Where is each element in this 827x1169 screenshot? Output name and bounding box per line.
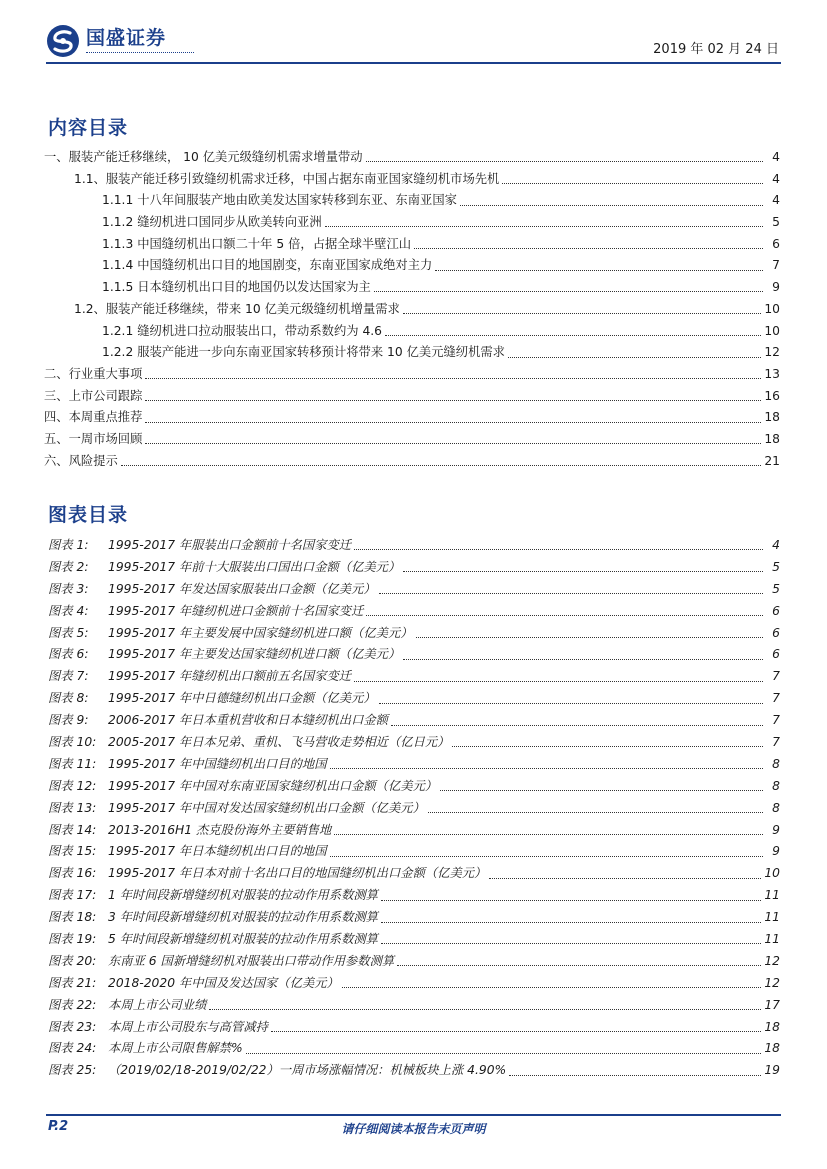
figure-entry-page: 19 bbox=[764, 1063, 780, 1078]
toc-entry[interactable] bbox=[44, 169, 780, 191]
figure-entry-page: 9 bbox=[772, 844, 780, 859]
figure-title: 2013-2016H1 杰克股份海外主要销售地 bbox=[108, 822, 332, 837]
figure-entry[interactable] bbox=[44, 776, 780, 798]
dot-leader bbox=[381, 943, 761, 944]
figure-title: 1995-2017 年中日德缝纫机出口金额（亿美元） bbox=[108, 691, 376, 706]
figure-entry[interactable] bbox=[44, 601, 780, 623]
figure-title: 1995-2017 年前十大服装出口国出口金额（亿美元） bbox=[108, 559, 401, 574]
dot-leader bbox=[379, 703, 763, 704]
figure-entry[interactable] bbox=[44, 1017, 780, 1039]
figure-entry-label bbox=[48, 907, 378, 929]
dot-leader bbox=[209, 1009, 761, 1010]
figure-number: 图表 19: bbox=[48, 932, 97, 947]
figure-title: 1995-2017 年缝纫机出口额前五名国家变迁 bbox=[108, 669, 352, 684]
toc-entry[interactable] bbox=[44, 277, 780, 299]
dot-leader bbox=[374, 291, 763, 292]
figure-entry-label bbox=[48, 1017, 268, 1039]
figure-entry[interactable] bbox=[44, 1038, 780, 1060]
figure-entry-label bbox=[48, 1038, 243, 1060]
dot-leader bbox=[414, 248, 763, 249]
toc-entry[interactable] bbox=[44, 147, 780, 169]
toc-entry-page: 18 bbox=[764, 410, 780, 425]
toc-entry-page: 4 bbox=[772, 171, 780, 186]
toc-entry[interactable] bbox=[44, 212, 780, 234]
dot-leader bbox=[403, 571, 763, 572]
figure-entry-label bbox=[48, 557, 400, 579]
figure-number: 图表 22: bbox=[48, 997, 97, 1012]
toc-entry[interactable] bbox=[44, 364, 780, 386]
brand-logo bbox=[46, 24, 194, 58]
toc-entry[interactable] bbox=[44, 342, 780, 364]
toc-entry[interactable] bbox=[44, 407, 780, 429]
figure-entry[interactable] bbox=[44, 732, 780, 754]
figure-entry-label bbox=[48, 754, 327, 776]
footer-divider bbox=[46, 1114, 781, 1116]
toc-entry[interactable] bbox=[44, 255, 780, 277]
dot-leader bbox=[502, 183, 763, 184]
figure-title: 1995-2017 年发达国家服装出口金额（亿美元） bbox=[108, 581, 376, 596]
toc-list bbox=[44, 147, 780, 472]
toc-entry-page: 18 bbox=[764, 431, 780, 446]
figure-title: （2019/02/18-2019/02/22）一周市场涨幅情况：机械板块上涨 4.90% bbox=[108, 1063, 507, 1078]
toc-entry-page: 10 bbox=[764, 323, 780, 338]
figure-entry[interactable] bbox=[44, 1060, 780, 1082]
figure-number: 图表 17: bbox=[48, 888, 97, 903]
figure-entry-page: 6 bbox=[772, 603, 780, 618]
figure-title: 1995-2017 年服装出口金额前十名国家变迁 bbox=[108, 538, 352, 552]
figure-entry-page: 12 bbox=[764, 975, 780, 990]
dot-leader bbox=[397, 965, 761, 966]
dot-leader bbox=[325, 226, 763, 227]
toc-entry-label: 1.2.1 缝纫机进口拉动服装出口，带动系数约为 4.6 bbox=[102, 323, 383, 338]
toc-entry[interactable] bbox=[44, 451, 780, 473]
toc-entry-label: 1.1.2 缝纫机进口国同步从欧美转向亚洲 bbox=[102, 215, 322, 230]
figure-entry-label bbox=[48, 798, 425, 820]
figure-title: 1995-2017 年日本对前十名出口目的地国缝纫机出口金额（亿美元） bbox=[108, 866, 487, 881]
dot-leader bbox=[342, 987, 762, 988]
figure-number: 图表 21: bbox=[48, 975, 97, 990]
toc-entry-label: 1.1.5 日本缝纫机出口目的地国仍以发达国家为主 bbox=[102, 280, 371, 295]
toc-entry[interactable] bbox=[44, 386, 780, 408]
figure-number: 图表 8: bbox=[48, 691, 89, 706]
figure-entry-page: 17 bbox=[764, 997, 780, 1012]
toc-title: 内容目录 bbox=[48, 117, 129, 139]
toc-entry-page: 10 bbox=[764, 301, 780, 316]
figure-number: 图表 11: bbox=[48, 756, 97, 771]
figure-entry[interactable] bbox=[44, 951, 780, 973]
figure-title: 2006-2017 年日本重机营收和日本缝纫机出口金额 bbox=[108, 713, 388, 728]
page-number: P.2 bbox=[48, 1119, 69, 1134]
dot-leader bbox=[460, 205, 763, 206]
toc-entry-label: 1.2.2 服装产能进一步向东南亚国家转移预计将带来 10 亿美元缝纫机需求 bbox=[102, 345, 505, 360]
dot-leader bbox=[489, 878, 761, 879]
toc-entry-page: 7 bbox=[772, 258, 780, 273]
figure-number: 图表 7: bbox=[48, 669, 89, 684]
figure-entry-label bbox=[48, 666, 351, 688]
dot-leader bbox=[145, 422, 761, 423]
figure-title: 1995-2017 年中国对发达国家缝纫机出口金额（亿美元） bbox=[108, 800, 425, 815]
toc-entry-page: 16 bbox=[764, 388, 780, 403]
figure-entry-label bbox=[48, 776, 437, 798]
figure-entry-page: 7 bbox=[772, 735, 780, 750]
figure-entry-label bbox=[48, 863, 486, 885]
figure-number: 图表 1: bbox=[48, 538, 89, 552]
toc-entry-page: 9 bbox=[772, 280, 780, 295]
dot-leader bbox=[381, 900, 761, 901]
figure-entry-page: 5 bbox=[772, 559, 780, 574]
dot-leader bbox=[246, 1053, 762, 1054]
figure-entry[interactable] bbox=[44, 863, 780, 885]
figure-entry-page: 11 bbox=[764, 888, 780, 903]
figure-entry[interactable] bbox=[44, 710, 780, 732]
dot-leader bbox=[391, 725, 763, 726]
figure-number: 图表 20: bbox=[48, 953, 97, 968]
figure-entry-label bbox=[48, 644, 400, 666]
figure-entry-page: 12 bbox=[764, 953, 780, 968]
toc-entry-label: 五、一周市场回顾 bbox=[44, 431, 143, 446]
toc-entry[interactable] bbox=[44, 190, 780, 212]
toc-entry-label: 二、行业重大事项 bbox=[44, 366, 143, 381]
toc-entry-page: 6 bbox=[772, 236, 780, 251]
figure-number: 图表 14: bbox=[48, 822, 97, 837]
figure-entry-page: 10 bbox=[764, 866, 780, 881]
figure-entry[interactable] bbox=[44, 754, 780, 776]
figure-entry[interactable] bbox=[44, 885, 780, 907]
dot-leader bbox=[366, 161, 763, 162]
figure-entry-label bbox=[48, 995, 206, 1017]
figure-title: 本周上市公司业绩 bbox=[108, 997, 207, 1012]
page-header bbox=[46, 22, 781, 62]
dot-leader bbox=[403, 659, 763, 660]
figure-number: 图表 6: bbox=[48, 647, 89, 662]
figure-title: 本周上市公司股东与高管减持 bbox=[108, 1019, 268, 1034]
figure-number: 图表 10: bbox=[48, 735, 97, 750]
figure-entry-page: 18 bbox=[764, 1041, 780, 1056]
dot-leader bbox=[509, 1075, 761, 1076]
figure-entry-page: 6 bbox=[772, 647, 780, 662]
toc-entry-label: 四、本周重点推荐 bbox=[44, 410, 143, 425]
figure-entry-page: 4 bbox=[772, 538, 780, 552]
figure-entry[interactable] bbox=[44, 688, 780, 710]
figure-entry-page: 11 bbox=[764, 932, 780, 947]
figure-number: 图表 24: bbox=[48, 1041, 97, 1056]
figure-entry-label bbox=[48, 841, 327, 863]
dot-leader bbox=[121, 465, 762, 466]
figure-title: 1 年时间段新增缝纫机对服装的拉动作用系数测算 bbox=[108, 888, 378, 903]
figure-number: 图表 18: bbox=[48, 910, 97, 925]
figure-title: 1995-2017 年日本缝纫机出口目的地国 bbox=[108, 844, 327, 859]
figure-entry-page: 6 bbox=[772, 625, 780, 640]
dot-leader bbox=[435, 270, 763, 271]
dot-leader bbox=[145, 443, 761, 444]
figure-entry-label bbox=[48, 820, 331, 842]
figure-title: 1995-2017 年主要发达国家缝纫机进口额（亿美元） bbox=[108, 647, 401, 662]
dot-leader bbox=[330, 768, 764, 769]
figure-list bbox=[44, 535, 780, 1082]
footer-disclaimer: 请仔细阅读本报告末页声明 bbox=[341, 1122, 486, 1136]
toc-entry-label: 六、风险提示 bbox=[44, 453, 118, 468]
toc-entry-label: 1.1.4 中国缝纫机出口目的地国剧变，东南亚国家成绝对主力 bbox=[102, 258, 433, 273]
figure-entry[interactable] bbox=[44, 579, 780, 601]
figure-entry-page: 7 bbox=[772, 691, 780, 706]
figure-entry-label bbox=[48, 535, 351, 557]
dot-leader bbox=[271, 1031, 761, 1032]
figure-entry[interactable] bbox=[44, 798, 780, 820]
figure-number: 图表 3: bbox=[48, 581, 89, 596]
dot-leader bbox=[354, 681, 763, 682]
report-date: 2019 年 02 月 24 日 bbox=[653, 42, 779, 57]
figure-entry-page: 8 bbox=[772, 800, 780, 815]
figure-number: 图表 15: bbox=[48, 844, 97, 859]
figure-title: 本周上市公司限售解禁% bbox=[108, 1041, 243, 1056]
figure-entry-page: 5 bbox=[772, 581, 780, 596]
brand-name: 国盛证券 bbox=[86, 26, 167, 49]
figure-entry-page: 11 bbox=[764, 910, 780, 925]
toc-entry-label: 三、上市公司跟踪 bbox=[44, 388, 143, 403]
dot-leader bbox=[145, 378, 761, 379]
figure-title: 5 年时间段新增缝纫机对服装的拉动作用系数测算 bbox=[108, 932, 378, 947]
figure-title: 1995-2017 年中国对东南亚国家缝纫机出口金额（亿美元） bbox=[108, 778, 438, 793]
brand-subline bbox=[86, 52, 194, 56]
toc-entry[interactable] bbox=[44, 234, 780, 256]
brand-logo-icon bbox=[46, 24, 80, 58]
figure-entry-label bbox=[48, 929, 378, 951]
figure-entry[interactable] bbox=[44, 557, 780, 579]
figure-entry-label bbox=[48, 688, 376, 710]
figure-entry-label bbox=[48, 973, 339, 995]
dot-leader bbox=[354, 549, 763, 550]
dot-leader bbox=[366, 615, 763, 616]
toc-entry-page: 5 bbox=[772, 215, 780, 230]
toc-entry-label: 1.2、服装产能迁移继续，带来 10 亿美元级缝纫机增量需求 bbox=[74, 301, 400, 316]
figure-number: 图表 25: bbox=[48, 1063, 97, 1078]
figure-entry-label bbox=[48, 623, 413, 645]
dot-leader bbox=[428, 812, 763, 813]
figure-title: 1995-2017 年主要发展中国家缝纫机进口额（亿美元） bbox=[108, 625, 413, 640]
figure-entry-label bbox=[48, 951, 394, 973]
figure-number: 图表 16: bbox=[48, 866, 97, 881]
figure-entry[interactable] bbox=[44, 995, 780, 1017]
figure-number: 图表 12: bbox=[48, 778, 97, 793]
figure-entry-label bbox=[48, 601, 363, 623]
figure-number: 图表 4: bbox=[48, 603, 89, 618]
figure-number: 图表 13: bbox=[48, 800, 97, 815]
dot-leader bbox=[385, 335, 761, 336]
toc-entry-page: 4 bbox=[772, 150, 780, 164]
figure-number: 图表 2: bbox=[48, 559, 89, 574]
figure-entry-label bbox=[48, 732, 449, 754]
dot-leader bbox=[440, 790, 763, 791]
toc-entry-label: 1.1、服装产能迁移引致缝纫机需求迁移，中国占据东南亚国家缝纫机市场先机 bbox=[74, 171, 500, 186]
figure-title: 2018-2020 年中国及发达国家（亿美元） bbox=[108, 975, 339, 990]
figure-entry[interactable] bbox=[44, 973, 780, 995]
figure-number: 图表 5: bbox=[48, 625, 89, 640]
figure-entry-page: 8 bbox=[772, 778, 780, 793]
toc-entry-page: 21 bbox=[764, 453, 780, 468]
figure-entry-page: 7 bbox=[772, 669, 780, 684]
dot-leader bbox=[416, 637, 763, 638]
figure-entry[interactable] bbox=[44, 820, 780, 842]
figure-title: 2005-2017 年日本兄弟、重机、飞马营收走势相近（亿日元） bbox=[108, 735, 450, 750]
figure-entry[interactable] bbox=[44, 841, 780, 863]
figure-entry[interactable] bbox=[44, 929, 780, 951]
figure-title: 东南亚 6 国新增缝纫机对服装出口带动作用参数测算 bbox=[108, 953, 395, 968]
dot-leader bbox=[508, 357, 761, 358]
header-divider bbox=[46, 62, 781, 64]
figure-entry-label bbox=[48, 885, 378, 907]
dot-leader bbox=[381, 922, 761, 923]
dot-leader bbox=[330, 856, 764, 857]
toc-entry-page: 12 bbox=[764, 345, 780, 360]
dot-leader bbox=[452, 746, 763, 747]
figure-title: 1995-2017 年缝纫机进口金额前十名国家变迁 bbox=[108, 603, 364, 618]
dot-leader bbox=[145, 400, 761, 401]
figure-entry[interactable] bbox=[44, 666, 780, 688]
dot-leader bbox=[403, 313, 761, 314]
figure-number: 图表 9: bbox=[48, 713, 89, 728]
figure-entry[interactable] bbox=[44, 623, 780, 645]
figure-entry-page: 7 bbox=[772, 713, 780, 728]
figure-entry-label bbox=[48, 1060, 506, 1082]
figure-number: 图表 23: bbox=[48, 1019, 97, 1034]
figure-entry-label bbox=[48, 579, 376, 601]
toc-entry[interactable] bbox=[44, 299, 780, 321]
toc-entry[interactable] bbox=[44, 321, 780, 343]
toc-entry-label: 1.1.3 中国缝纫机出口额二十年 5 倍，占据全球半壁江山 bbox=[102, 236, 412, 251]
dot-leader bbox=[379, 593, 763, 594]
figure-list-title: 图表目录 bbox=[48, 504, 129, 526]
figure-entry[interactable] bbox=[44, 535, 780, 557]
figure-title: 1995-2017 年中国缝纫机出口目的地国 bbox=[108, 756, 327, 771]
figure-entry-page: 18 bbox=[764, 1019, 780, 1034]
figure-entry-page: 9 bbox=[772, 822, 780, 837]
figure-entry-label bbox=[48, 710, 388, 732]
toc-entry-page: 13 bbox=[764, 366, 780, 381]
figure-entry[interactable] bbox=[44, 644, 780, 666]
figure-title: 3 年时间段新增缝纫机对服装的拉动作用系数测算 bbox=[108, 910, 378, 925]
figure-entry[interactable] bbox=[44, 907, 780, 929]
toc-entry[interactable] bbox=[44, 429, 780, 451]
dot-leader bbox=[334, 834, 763, 835]
figure-entry-page: 8 bbox=[772, 756, 780, 771]
toc-entry-label: 1.1.1 十八年间服装产地由欧美发达国家转移到东亚、东南亚国家 bbox=[102, 193, 457, 208]
toc-entry-page: 4 bbox=[772, 193, 780, 208]
toc-entry-label: 一、服装产能迁移继续， 10 亿美元级缝纫机需求增量带动 bbox=[44, 150, 363, 164]
